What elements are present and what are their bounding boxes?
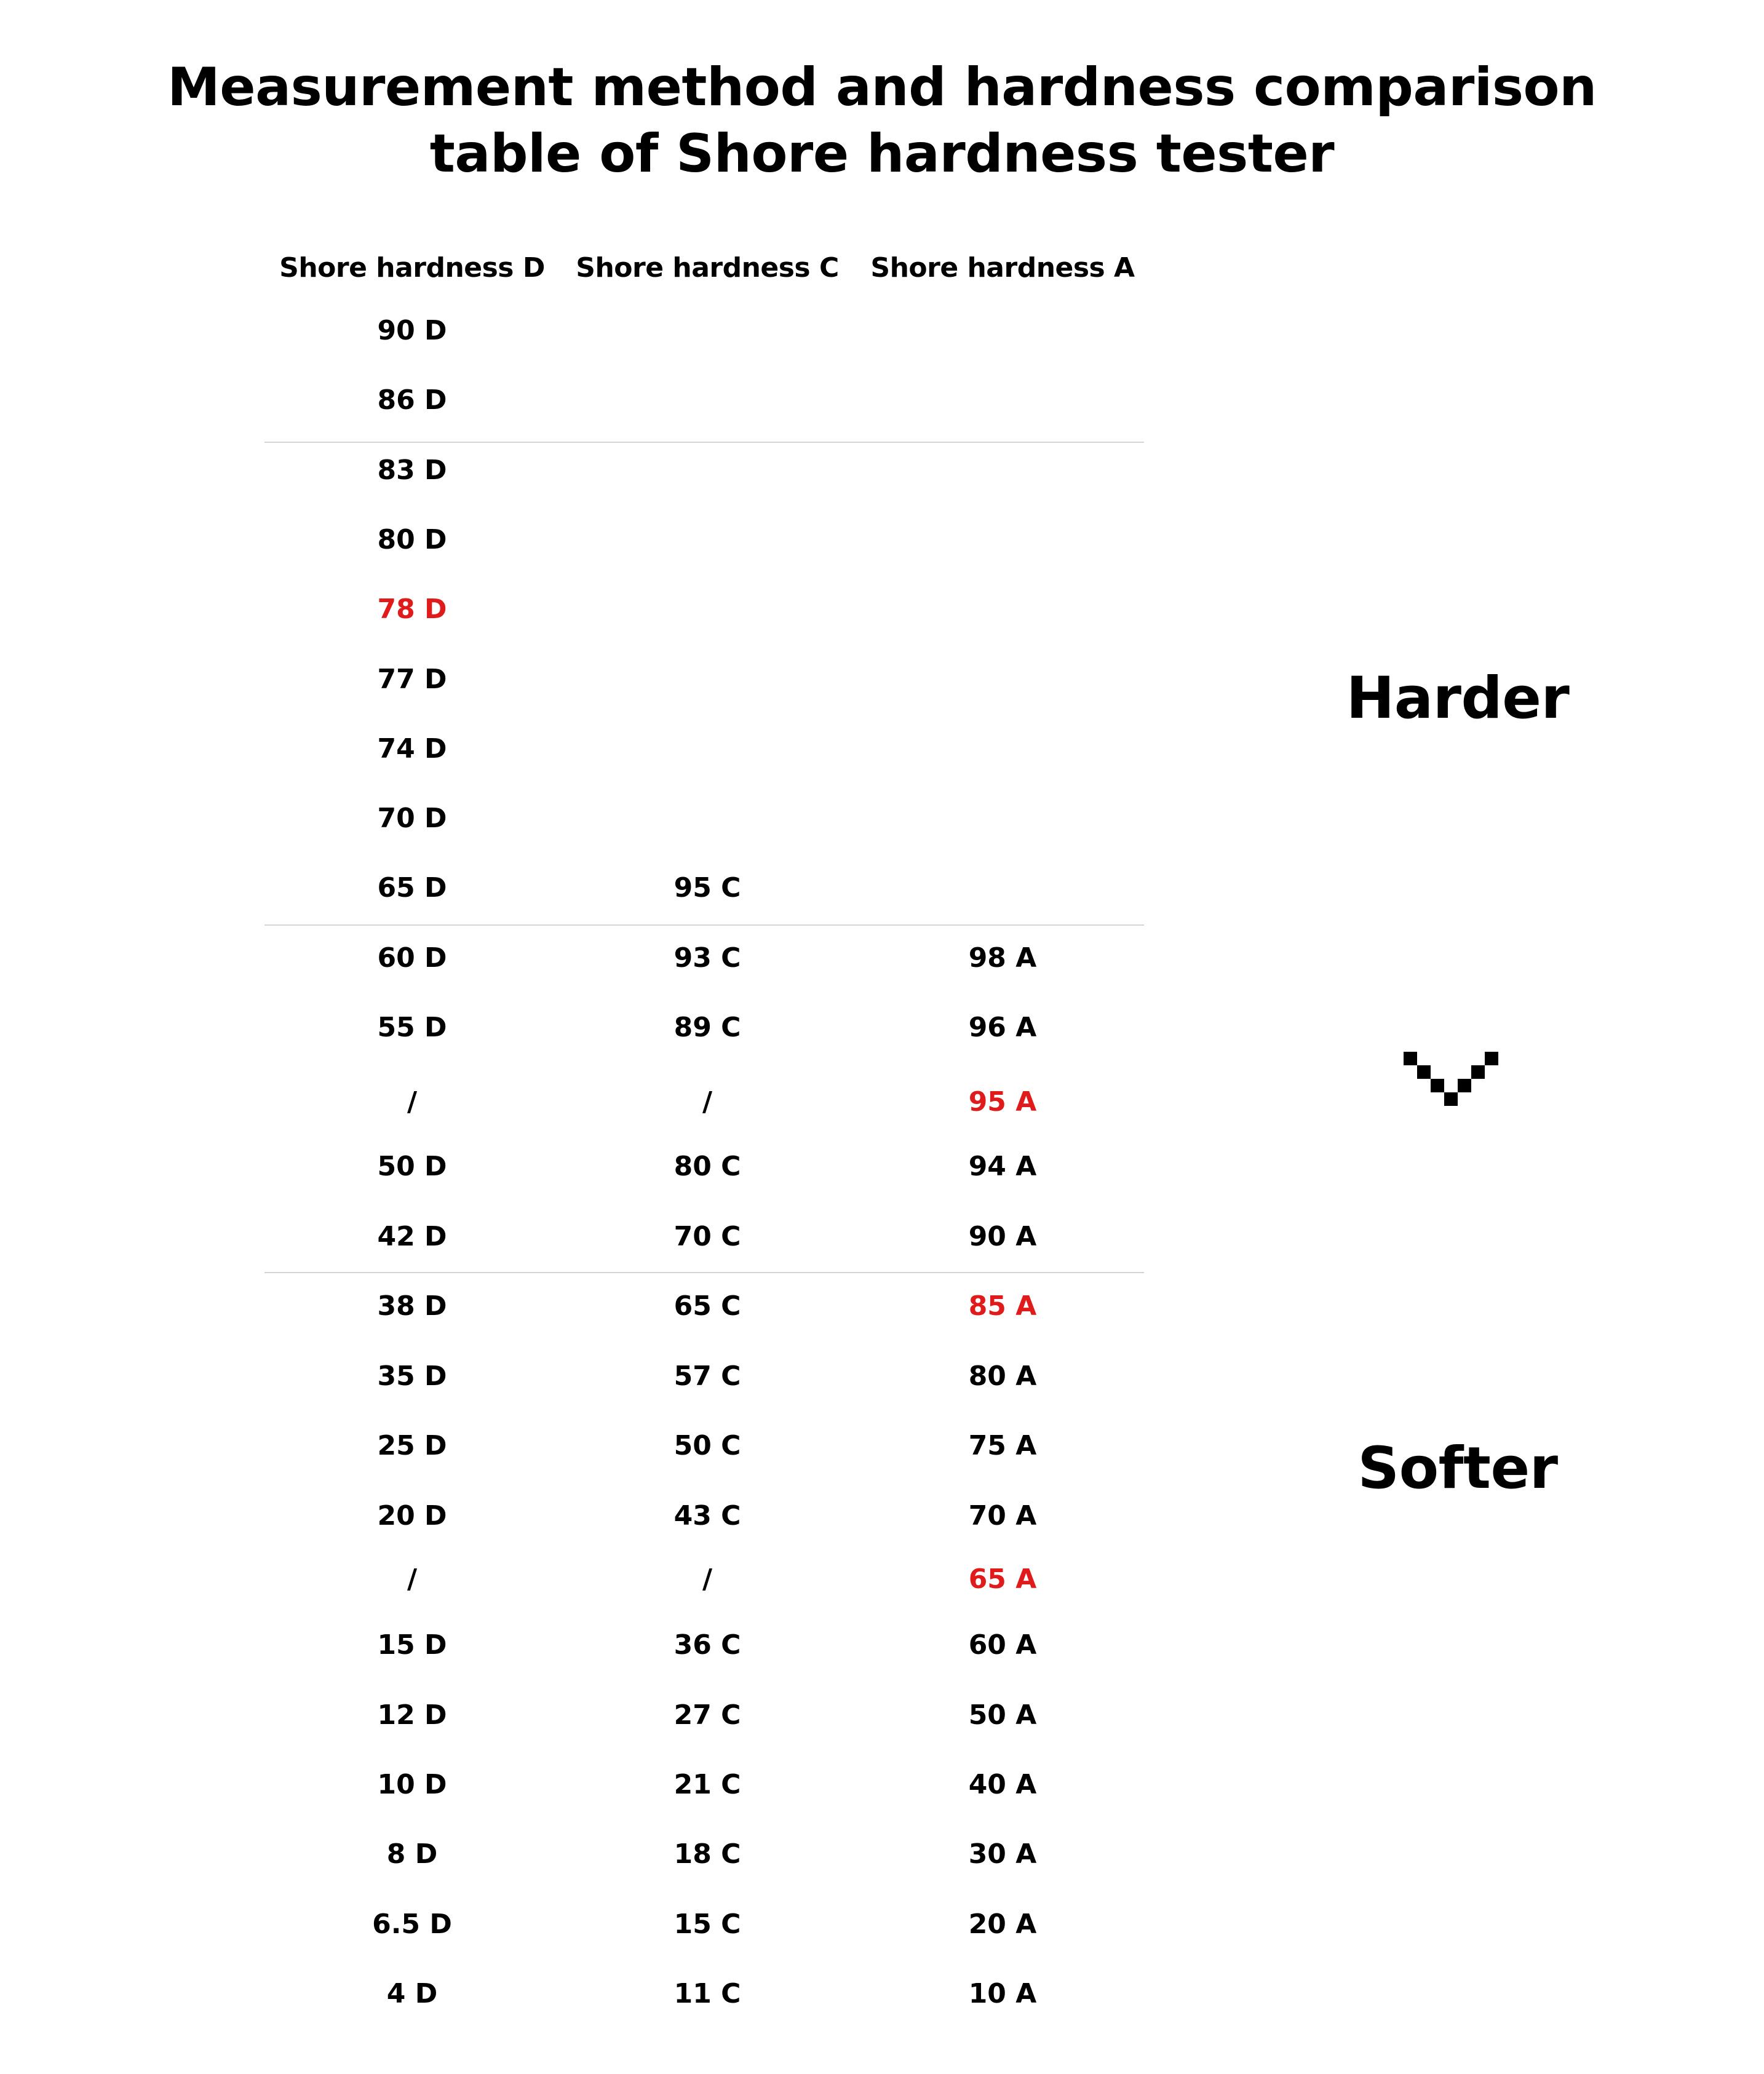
cell-shore-d: 38 D <box>377 1290 447 1322</box>
table-divider <box>264 1272 1144 1273</box>
cell-shore-a: 95 A <box>968 1086 1037 1118</box>
column-header-shore-d: Shore hardness D <box>279 252 545 284</box>
cell-shore-d: 20 D <box>377 1500 447 1532</box>
cell-shore-c <box>560 309 855 352</box>
cell-shore-d: 15 D <box>377 1629 447 1661</box>
cell-shore-a: 70 A <box>968 1500 1037 1532</box>
cell-shore-c: 70 C <box>673 1221 741 1252</box>
cell-shore-a: 80 A <box>968 1361 1037 1392</box>
cell-shore-c <box>560 797 855 840</box>
cell-shore-d: 6.5 D <box>372 1909 452 1940</box>
cell-shore-d: 12 D <box>377 1699 447 1731</box>
cell-shore-d: 78 D <box>377 594 447 625</box>
cell-shore-a <box>855 379 1150 422</box>
column-header-shore-c: Shore hardness C <box>576 252 839 284</box>
cell-shore-c: 15 C <box>673 1909 741 1940</box>
table-divider <box>264 442 1144 443</box>
cell-shore-d: 35 D <box>377 1361 447 1392</box>
cell-shore-a <box>855 658 1150 701</box>
cell-shore-a <box>855 449 1150 492</box>
cell-shore-a <box>855 728 1150 771</box>
cell-shore-c <box>560 449 855 492</box>
cell-shore-c: 93 C <box>673 942 741 974</box>
cell-shore-a: 65 A <box>968 1563 1037 1595</box>
cell-shore-c: 36 C <box>673 1629 741 1661</box>
cell-shore-a <box>855 797 1150 840</box>
cell-shore-d: 77 D <box>377 664 447 695</box>
cell-shore-d: / <box>407 1086 418 1118</box>
cell-shore-c: 18 C <box>673 1838 741 1870</box>
cell-shore-d: 10 D <box>377 1769 447 1800</box>
cell-shore-c: 65 C <box>673 1290 741 1322</box>
cell-shore-d: 8 D <box>386 1838 438 1870</box>
cell-shore-c: 80 C <box>673 1151 741 1182</box>
cell-shore-c: 57 C <box>673 1361 741 1392</box>
cell-shore-a: 10 A <box>968 1978 1037 2009</box>
cell-shore-a: 90 A <box>968 1221 1037 1252</box>
cell-shore-d: 74 D <box>377 733 447 765</box>
cell-shore-a <box>855 867 1150 910</box>
cell-shore-c: 50 C <box>673 1430 741 1461</box>
cell-shore-c: / <box>702 1086 713 1118</box>
cell-shore-d: 42 D <box>377 1221 447 1252</box>
cell-shore-d: 70 D <box>377 803 447 834</box>
cell-shore-c: 21 C <box>673 1769 741 1800</box>
cell-shore-a: 60 A <box>968 1629 1037 1661</box>
chevron-down-icon <box>1404 1052 1512 1119</box>
cell-shore-a <box>855 588 1150 631</box>
harder-label: Harder <box>1346 665 1570 732</box>
cell-shore-a: 96 A <box>968 1012 1037 1043</box>
softer-label: Softer <box>1357 1435 1558 1502</box>
cell-shore-d: 65 D <box>377 872 447 904</box>
cell-shore-d: 25 D <box>377 1430 447 1461</box>
cell-shore-a: 40 A <box>968 1769 1037 1800</box>
cell-shore-d: 83 D <box>377 455 447 486</box>
cell-shore-c: 95 C <box>673 872 741 904</box>
cell-shore-c <box>560 588 855 631</box>
cell-shore-d: 60 D <box>377 942 447 974</box>
cell-shore-c: 43 C <box>673 1500 741 1532</box>
cell-shore-a: 50 A <box>968 1699 1037 1731</box>
column-header-shore-a: Shore hardness A <box>870 252 1135 284</box>
page-title-line-2: table of Shore hardness tester <box>429 123 1335 185</box>
cell-shore-d: 80 D <box>377 524 447 555</box>
cell-shore-d: 55 D <box>377 1012 447 1043</box>
cell-shore-d: 86 D <box>377 384 447 416</box>
cell-shore-c: 11 C <box>673 1978 741 2009</box>
cell-shore-a: 20 A <box>968 1909 1037 1940</box>
cell-shore-a <box>855 518 1150 562</box>
cell-shore-d: 50 D <box>377 1151 447 1182</box>
cell-shore-a: 75 A <box>968 1430 1037 1461</box>
page-title-line-1: Measurement method and hardness comparison <box>167 57 1597 118</box>
cell-shore-a: 98 A <box>968 942 1037 974</box>
cell-shore-d: 90 D <box>377 315 447 346</box>
cell-shore-d: 4 D <box>386 1978 438 2009</box>
cell-shore-c <box>560 658 855 701</box>
cell-shore-a: 85 A <box>968 1290 1037 1322</box>
cell-shore-c: / <box>702 1563 713 1595</box>
cell-shore-a: 94 A <box>968 1151 1037 1182</box>
cell-shore-a <box>855 309 1150 352</box>
cell-shore-d: / <box>407 1563 418 1595</box>
cell-shore-c: 89 C <box>673 1012 741 1043</box>
cell-shore-c <box>560 728 855 771</box>
cell-shore-c <box>560 518 855 562</box>
cell-shore-c: 27 C <box>673 1699 741 1731</box>
cell-shore-a: 30 A <box>968 1838 1037 1870</box>
cell-shore-c <box>560 379 855 422</box>
table-divider <box>264 924 1144 926</box>
